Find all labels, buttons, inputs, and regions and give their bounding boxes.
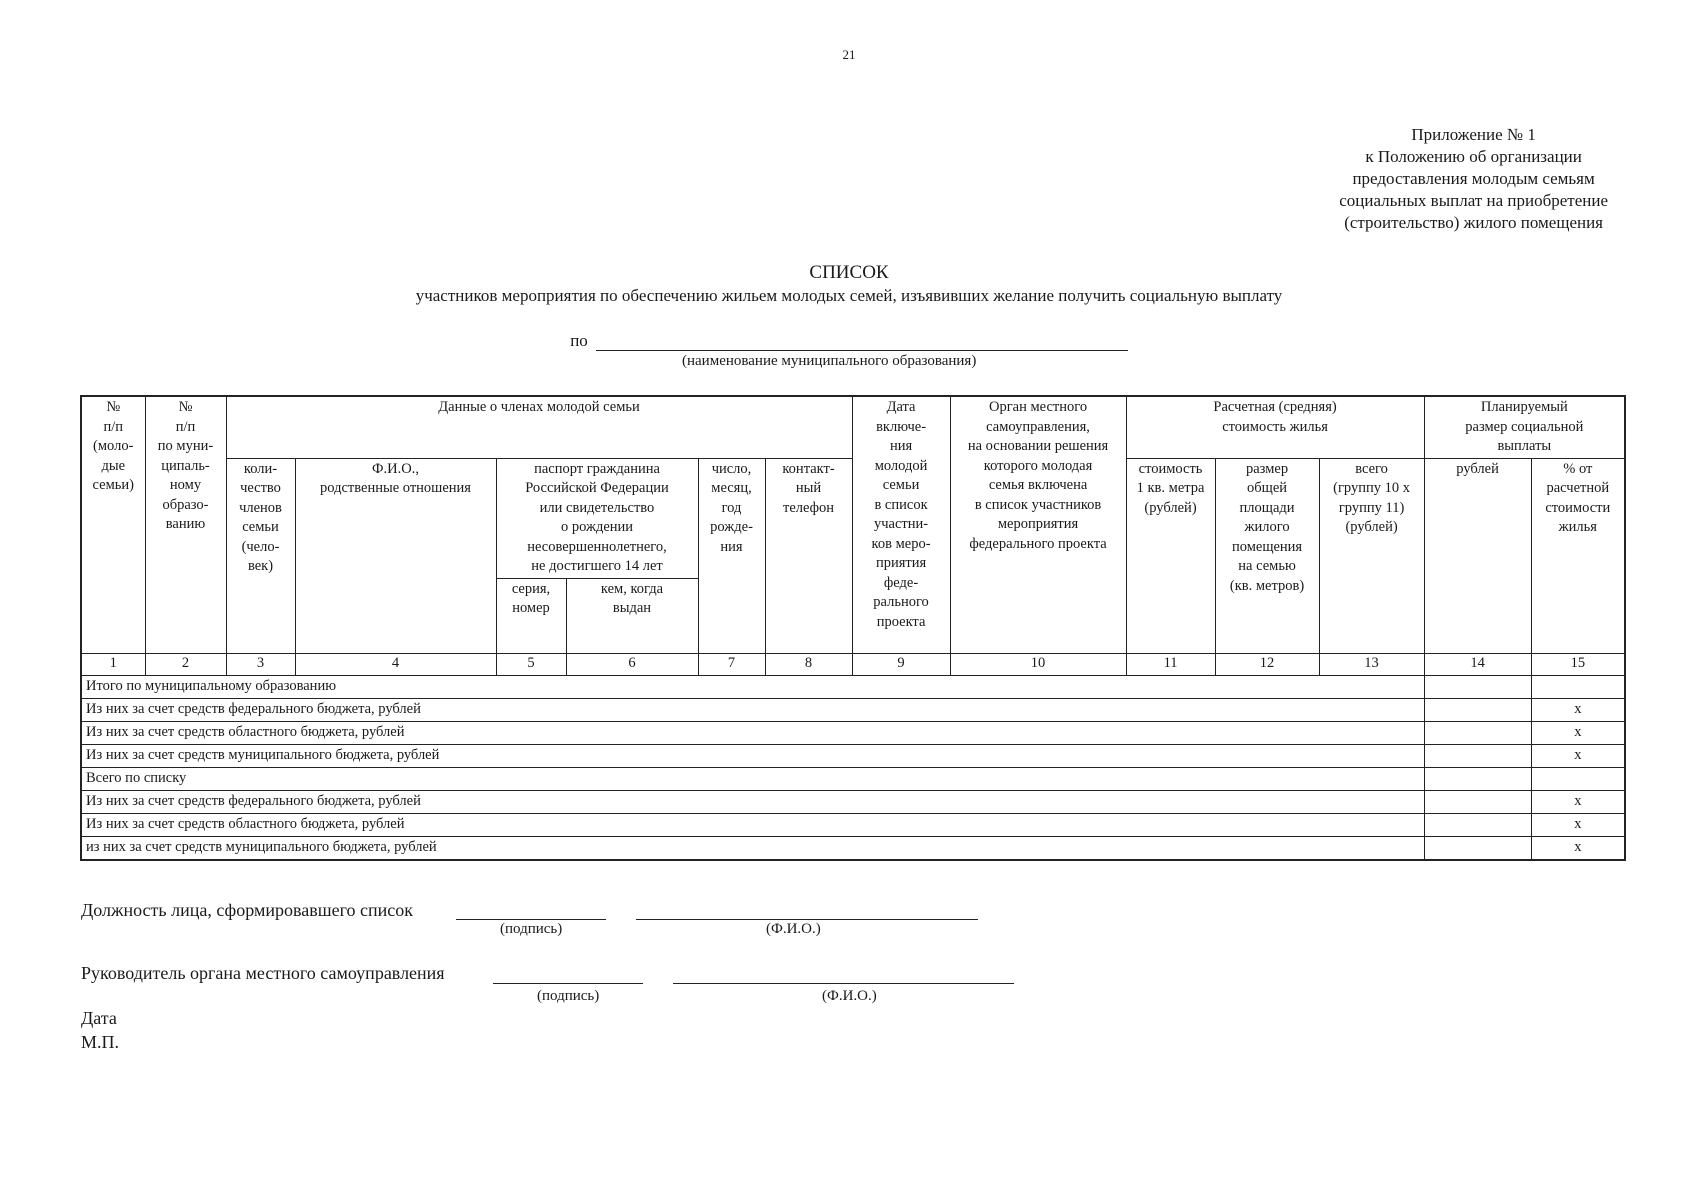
header-text-line: членов — [239, 499, 282, 516]
head-signature-caption: (подпись) — [537, 988, 600, 1004]
head-label: Руководитель органа местного самоуправления — [81, 963, 445, 983]
header-text-line: дые — [101, 457, 126, 474]
header-text-line: Российской Федерации — [525, 480, 669, 496]
column-number: 15 — [1531, 653, 1625, 675]
header-text-line: семьи — [882, 477, 920, 493]
header-text-line: стоимость — [1138, 460, 1203, 477]
header-text-line: ния — [889, 438, 913, 454]
header-text-line: родственные отношения — [320, 480, 471, 496]
summary-row — [81, 675, 1625, 698]
header-col-7 — [698, 458, 765, 653]
summary-row — [81, 744, 1625, 767]
header-col-3 — [226, 458, 295, 653]
summary-percent-cell[interactable] — [1531, 675, 1625, 698]
header-text-line: помещения — [1231, 538, 1303, 555]
header-text-line: век) — [247, 558, 274, 574]
appendix-line: предоставления молодым семьям — [1352, 169, 1595, 188]
header-text-line: номер — [512, 600, 550, 616]
header-text-line: или свидетельство — [539, 499, 655, 516]
header-passport-group — [496, 458, 698, 578]
header-text-line: на семью — [1238, 558, 1296, 574]
header-text-line: семьи) — [92, 477, 134, 493]
header-text-line: Расчетная (средняя) — [1213, 399, 1337, 415]
summary-row — [81, 790, 1625, 813]
header-text-line: кем, когда — [600, 580, 664, 597]
header-family-group: Данные о членах молодой семьи — [226, 396, 852, 458]
compiler-label: Должность лица, сформировавшего список — [81, 900, 413, 920]
summary-rubles-cell[interactable] — [1424, 744, 1531, 767]
summary-rubles-cell[interactable] — [1424, 790, 1531, 813]
column-number: 2 — [145, 653, 226, 675]
municipality-caption: (наименование муниципального образования) — [682, 353, 977, 369]
header-text-line: молодой — [874, 457, 928, 474]
header-text-line: (группу 10 х — [1333, 480, 1410, 496]
summary-percent-cell: x — [1531, 790, 1625, 813]
header-col-4 — [295, 458, 496, 653]
summary-rubles-cell[interactable] — [1424, 698, 1531, 721]
column-number: 12 — [1215, 653, 1319, 675]
header-text-line: Орган местного — [989, 399, 1088, 415]
header-text-line: контакт- — [782, 460, 835, 477]
summary-row — [81, 698, 1625, 721]
header-text-line: общей — [1247, 480, 1288, 496]
head-name-field[interactable] — [673, 982, 1014, 984]
summary-rubles-cell[interactable] — [1424, 767, 1531, 790]
seal-label: М.П. — [81, 1032, 120, 1052]
families-table — [80, 395, 1626, 861]
summary-percent-cell: x — [1531, 721, 1625, 744]
summary-percent-cell: x — [1531, 813, 1625, 836]
summary-rubles-cell[interactable] — [1424, 721, 1531, 744]
header-text-line: п/п — [175, 418, 196, 435]
header-text-line: жилого — [1244, 519, 1290, 535]
appendix-line: (строительство) жилого помещения — [1344, 213, 1604, 232]
header-text-line: выдан — [612, 600, 652, 616]
column-number: 10 — [950, 653, 1126, 675]
compiler-name-caption: (Ф.И.О.) — [766, 921, 821, 937]
header-text-line: в список участников — [974, 496, 1102, 513]
header-row-1 — [81, 396, 1625, 458]
header-text-line: образо- — [162, 496, 209, 513]
header-text-line: на основании решения — [967, 438, 1109, 454]
header-text-line: (чело- — [241, 538, 280, 555]
summary-label: Из них за счет средств федерального бюджета, рублей — [81, 790, 1424, 813]
summary-row — [81, 721, 1625, 744]
header-text-line: ный — [795, 480, 822, 496]
header-text-line: Планируемый — [1480, 399, 1568, 415]
header-text-line: ципаль- — [161, 457, 210, 474]
summary-label: из них за счет средств муниципального бюджета, рублей — [81, 836, 1424, 860]
header-text-line: Дата — [886, 399, 916, 415]
column-number: 5 — [496, 653, 566, 675]
header-text-line: несовершеннолетнего, — [527, 538, 667, 555]
header-text-line: выплаты — [1497, 438, 1552, 454]
summary-percent-cell: x — [1531, 744, 1625, 767]
header-col-8 — [765, 458, 852, 653]
header-text-line: № — [106, 399, 121, 415]
summary-rubles-cell[interactable] — [1424, 675, 1531, 698]
header-text-line: телефон — [783, 499, 835, 516]
summary-rubles-cell[interactable] — [1424, 813, 1531, 836]
header-text-line: федерального проекта — [969, 535, 1107, 552]
summary-label: Из них за счет средств федерального бюджета, рублей — [81, 698, 1424, 721]
header-col-10 — [950, 396, 1126, 653]
column-number-row — [81, 653, 1625, 675]
column-number: 8 — [765, 653, 852, 675]
column-number: 3 — [226, 653, 295, 675]
summary-label: Из них за счет средств областного бюджета, рублей — [81, 813, 1424, 836]
header-text-line: год — [721, 499, 742, 516]
summary-percent-cell: x — [1531, 698, 1625, 721]
header-text-line: коли- — [243, 460, 278, 477]
header-text-line: (рублей) — [1144, 499, 1197, 516]
header-text-line: по муни- — [157, 438, 214, 454]
header-text-line: проекта — [876, 613, 926, 630]
summary-row — [81, 813, 1625, 836]
header-text-line: стоимость жилья — [1222, 418, 1328, 435]
summary-label: Из них за счет средств областного бюджета, рублей — [81, 721, 1424, 744]
header-text-line: размер — [1246, 460, 1289, 477]
summary-row — [81, 836, 1625, 860]
summary-percent-cell: x — [1531, 836, 1625, 860]
header-text-line: стоимости — [1545, 499, 1611, 516]
column-number: 13 — [1319, 653, 1424, 675]
header-text-line: число, — [711, 460, 752, 477]
header-text-line: площади — [1239, 499, 1295, 516]
header-text-line: рожде- — [710, 519, 753, 535]
header-text-line: рального — [873, 594, 929, 610]
header-text-line: рублей — [1456, 460, 1499, 477]
header-text-line: № — [178, 399, 193, 415]
appendix-line: социальных выплат на приобретение — [1339, 191, 1608, 210]
summary-row — [81, 767, 1625, 790]
header-text-line: о рождении — [560, 519, 634, 535]
head-signature-field[interactable] — [493, 982, 643, 984]
header-text-line: расчетной — [1546, 480, 1610, 496]
header-text-line: семьи — [242, 519, 279, 535]
summary-label: Всего по списку — [81, 767, 1424, 790]
header-col-1 — [81, 396, 145, 653]
header-cost-group — [1126, 396, 1424, 458]
header-text-line: которого молодая — [983, 457, 1093, 474]
compiler-name-field[interactable] — [636, 918, 978, 920]
header-text-line: группу 11) — [1338, 499, 1405, 516]
header-text-line: семья включена — [988, 477, 1088, 493]
summary-percent-cell[interactable] — [1531, 767, 1625, 790]
header-text-line: % от — [1563, 460, 1593, 477]
compiler-signature-field[interactable] — [456, 918, 606, 920]
header-col-15 — [1531, 458, 1625, 653]
header-text-line: ков меро- — [871, 535, 931, 552]
appendix-block — [1339, 124, 1608, 234]
header-col-14 — [1424, 458, 1531, 653]
header-text-line: п/п — [103, 418, 124, 435]
date-label: Дата — [81, 1008, 117, 1028]
column-number: 1 — [81, 653, 145, 675]
municipality-row — [0, 331, 1698, 351]
header-col-12 — [1215, 458, 1319, 653]
header-text-line: (моло- — [93, 438, 134, 454]
header-text-line: (кв. метров) — [1229, 577, 1305, 594]
column-number: 4 — [295, 653, 496, 675]
municipality-field[interactable] — [596, 332, 1128, 351]
header-text-line: Ф.И.О., — [372, 460, 419, 477]
appendix-line: Приложение № 1 — [1411, 125, 1536, 144]
header-text-line: ния — [720, 538, 743, 555]
header-text-line: включе- — [876, 418, 927, 435]
header-text-line: не достигшего 14 лет — [531, 558, 663, 574]
column-number: 9 — [852, 653, 950, 675]
header-text-line: участни- — [873, 516, 929, 532]
header-text-line: феде- — [883, 574, 919, 591]
header-text-line: серия, — [511, 580, 551, 597]
page-number: 21 — [842, 47, 856, 62]
header-col-13 — [1319, 458, 1424, 653]
header-text-line: ному — [169, 477, 202, 493]
summary-rubles-cell[interactable] — [1424, 836, 1531, 860]
column-number: 7 — [698, 653, 765, 675]
header-text-line: жилья — [1558, 519, 1597, 535]
header-text-line: всего — [1355, 460, 1388, 477]
compiler-signature-caption: (подпись) — [500, 921, 563, 937]
header-text-line: самоуправления, — [986, 418, 1090, 435]
header-text-line: приятия — [875, 555, 927, 571]
header-payment-group — [1424, 396, 1625, 458]
summary-label: Итого по муниципальному образованию — [81, 675, 1424, 698]
header-text-line: в список — [874, 496, 928, 513]
column-number: 11 — [1126, 653, 1215, 675]
header-col-5 — [496, 578, 566, 653]
column-number: 14 — [1424, 653, 1531, 675]
po-label: по — [570, 331, 588, 350]
head-name-caption: (Ф.И.О.) — [822, 988, 877, 1004]
summary-label: Из них за счет средств муниципального бюджета, рублей — [81, 744, 1424, 767]
document-subtitle: участников мероприятия по обеспечению жильем молодых семей, изъявивших желание получить социальную выплату — [415, 286, 1283, 305]
appendix-line: к Положению об организации — [1365, 147, 1582, 166]
header-text-line: размер социальной — [1465, 418, 1584, 435]
column-number: 6 — [566, 653, 698, 675]
header-text-line: паспорт гражданина — [534, 460, 660, 477]
header-text-line: (рублей) — [1345, 519, 1398, 535]
header-col-9 — [852, 396, 950, 653]
header-text-line: 1 кв. метра — [1136, 480, 1205, 496]
document-title: СПИСОК — [809, 262, 889, 283]
header-col-11 — [1126, 458, 1215, 653]
header-text-line: ванию — [165, 516, 206, 532]
header-col-2 — [145, 396, 226, 653]
header-text-line: мероприятия — [997, 516, 1079, 532]
header-text-line: чество — [240, 480, 281, 496]
header-text-line: месяц, — [711, 480, 752, 496]
header-col-6 — [566, 578, 698, 653]
